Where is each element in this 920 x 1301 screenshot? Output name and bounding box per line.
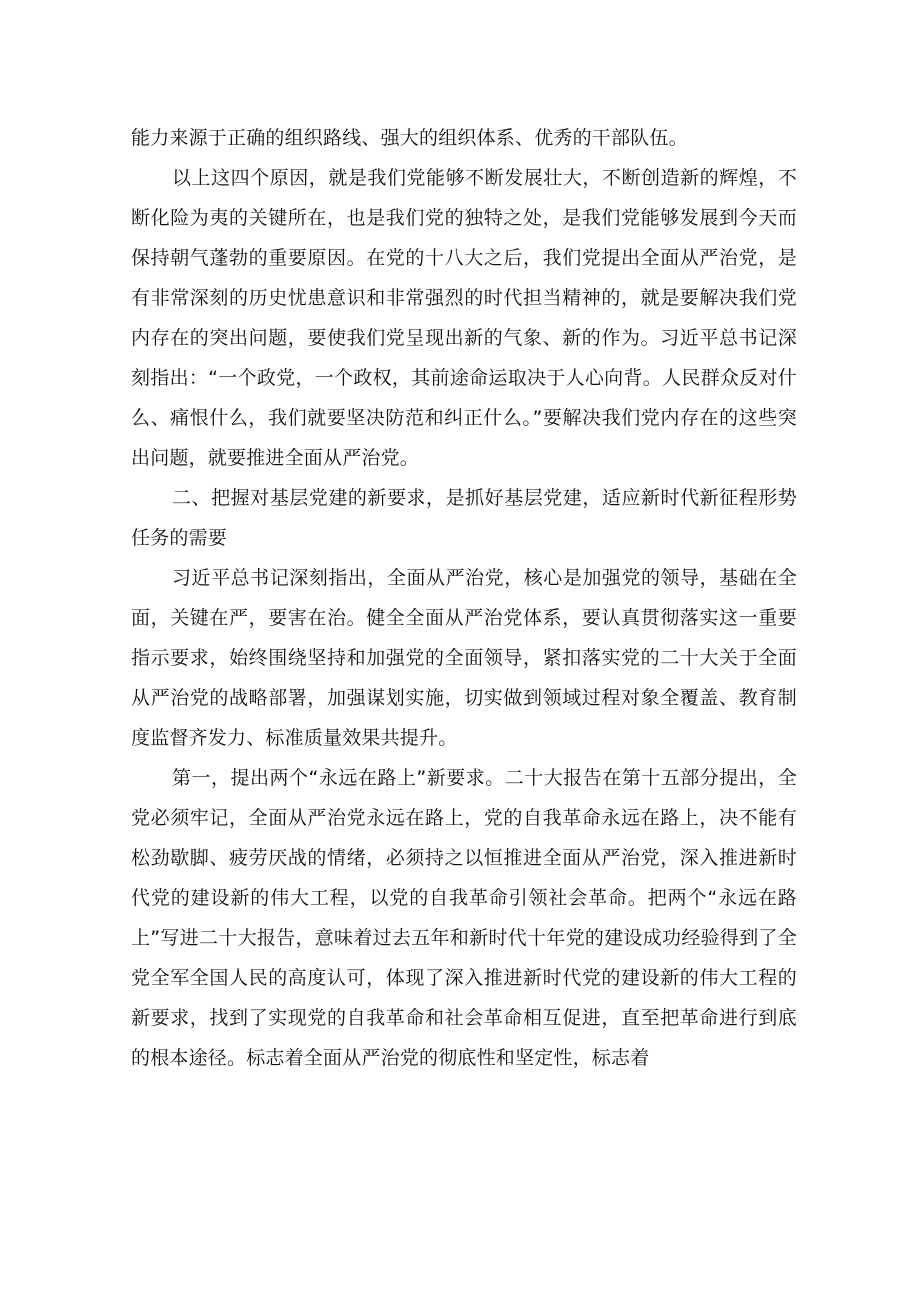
- paragraph-xi-instruction: 习近平总书记深刻指出，全面从严治党，核心是加强党的领导，基础在全面，关键在严，要害在治。健全全面从严治党体系，要认真贯彻落实这一重要指示要求，始终围绕坚持和加强党的全面领导，紧扣落实党的二十大关于全面从严治党的战略部署，加强谋划实施，切实做到领域过程对象全覆盖、教育制度监督齐发力、标准质量效果共提升。: [131, 567, 797, 749]
- document-body: [131, 118, 797, 1078]
- paragraph-four-reasons: 以上这四个原因，就是我们党能够不断发展壮大，不断创造新的辉煌，不断化险为夷的关键所在，也是我们党的独特之处，是我们党能够发展到今天而保持朝气蓬勃的重要原因。在党的十八大之后，我们党提出全面从严治党，是有非常深刻的历史忧患意识和非常强烈的时代担当精神的，就是要解决我们党内存在的突出问题，要使我们党呈现出新的气象、新的作为。习近平总书记深刻指出：“一个政党，一个政权，其前途命运取决于人心向背。人民群众反对什么、痛恨什么，我们就要坚决防范和纠正什么。”要解决我们党内存在的这些突出问题，就要推进全面从严治党。: [131, 167, 797, 469]
- paragraph-continuation: 能力来源于正确的组织路线、强大的组织体系、优秀的干部队伍。: [131, 127, 688, 149]
- paragraph-first-requirement: 第一，提出两个“永远在路上”新要求。二十大报告在第十五部分提出，全党必须牢记，全面从严治党永远在路上，党的自我革命永远在路上，决不能有松劲歇脚、疲劳厌战的情绪，必须持之以恒推进全面从严治党，深入推进新时代党的建设新的伟大工程，以党的自我革命引领社会革命。把两个“永远在路上”写进二十大报告，意味着过去五年和新时代十年党的建设成功经验得到了全党全军全国人民的高度认可，体现了深入推进新时代党的建设新的伟大工程的新要求，找到了实现党的自我革命和社会革命相互促进，直至把革命进行到底的根本途径。标志着全面从严治党的彻底性和坚定性，标志着: [131, 767, 797, 1069]
- section-heading-2: 二、把握对基层党建的新要求，是抓好基层党建，适应新时代新征程形势任务的需要: [131, 487, 797, 549]
